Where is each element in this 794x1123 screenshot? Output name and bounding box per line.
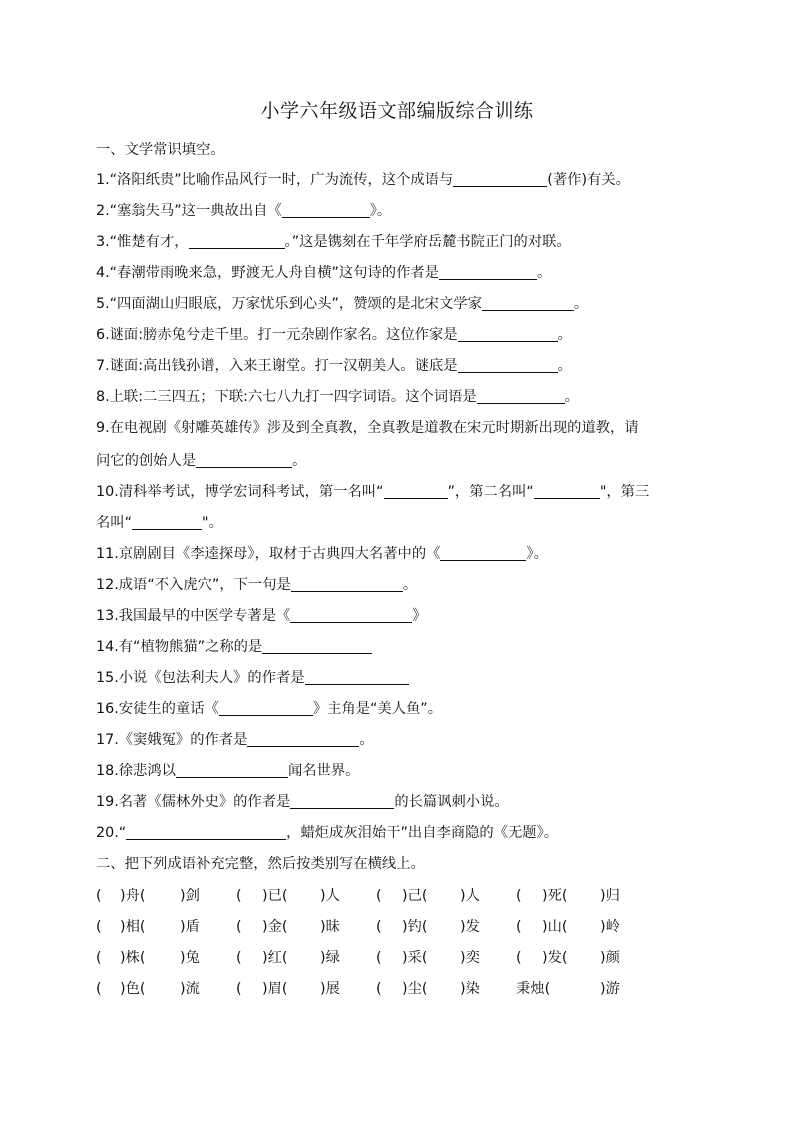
idiom-cell: )流: [180, 981, 200, 997]
idiom-cell: )眉(: [262, 981, 288, 997]
question-10: 10.清科举考试，博学宏词科考试，第一名叫“ ”，第二名叫“ "，第三: [96, 484, 650, 500]
answer-blank[interactable]: [458, 326, 558, 342]
question-8: 8.上联:二三四五；下联:六七八九打一四字词语。这个词语是 。: [96, 389, 579, 405]
answer-blank[interactable]: [440, 545, 526, 561]
idiom-cell: )盾: [180, 919, 200, 935]
idiom-cell: )舟(: [120, 888, 146, 904]
answer-blank[interactable]: [219, 700, 313, 716]
question-14: 14.有“植物熊猫”之称的是: [96, 637, 706, 657]
question-2: 2.“塞翁失马”这一典故出自《 》。: [96, 203, 392, 219]
idiom-cell: )山(: [542, 919, 568, 935]
idiom-cell: )己(: [402, 888, 428, 904]
idiom-cell: (: [236, 950, 242, 966]
idiom-cell: (: [236, 888, 242, 904]
idiom-cell: )相(: [120, 919, 146, 935]
idiom-cell: (: [96, 919, 102, 935]
question-6: 6.谜面:膀赤兔兮走千里。打一元杂剧作家名。这位作家是 。: [96, 327, 572, 343]
page-title: 小学六年级语文部编版综合训练: [260, 100, 534, 122]
question-11: 11.京剧剧目《李逵探母》，取材于古典四大名著中的《 》。: [96, 546, 548, 562]
idiom-cell: (: [96, 981, 102, 997]
idiom-cell: )株(: [120, 950, 146, 966]
question-18: 18.徐悲鸿以 闻名世界。: [96, 763, 360, 779]
question-1: 1.“洛阳纸贵”比喻作品风行一时，广为流传，这个成语与 (著作)有关。: [96, 172, 630, 188]
idiom-cell: )奕: [460, 950, 480, 966]
question-7: 7.谜面:高出钱孙谱，入来王谢堂。打一汉朝美人。谜底是 。: [96, 358, 572, 374]
answer-blank[interactable]: [458, 357, 558, 373]
idiom-cell: )采(: [402, 950, 428, 966]
idiom-cell: )归: [600, 888, 620, 904]
idiom-cell: (: [376, 981, 382, 997]
question-9: 9.在电视剧《射雕英雄传》涉及到全真教，全真教是道教在宋元时期新出现的道教，请: [96, 420, 639, 436]
question-17: 17.《窦娥冤》的作者是 。: [96, 732, 374, 748]
answer-blank[interactable]: [482, 295, 574, 311]
question-3: 3.“惟楚有才， 。”这是镌刻在千年学府岳麓书院正门的对联。: [96, 234, 571, 250]
question-5: 5.“四面湖山归眼底，万家忧乐到心头”，赞颂的是北宋文学家 。: [96, 296, 589, 312]
answer-blank[interactable]: [247, 731, 359, 747]
answer-blank[interactable]: [262, 638, 372, 654]
idiom-cell: (: [236, 981, 242, 997]
answer-blank[interactable]: [439, 264, 537, 280]
answer-blank[interactable]: [126, 824, 286, 840]
answer-blank[interactable]: [384, 483, 448, 499]
idiom-cell: )发(: [542, 950, 568, 966]
question-10-cont: 名叫“ "。: [96, 515, 223, 531]
idiom-cell: 秉烛(: [516, 981, 551, 997]
answer-blank[interactable]: [132, 514, 202, 530]
idiom-cell: (: [376, 950, 382, 966]
idiom-cell: (: [376, 888, 382, 904]
idiom-cell: )颜: [600, 950, 620, 966]
answer-blank[interactable]: [290, 793, 394, 809]
idiom-cell: )金(: [262, 919, 288, 935]
idiom-cell: )钓(: [402, 919, 428, 935]
answer-blank[interactable]: [477, 388, 565, 404]
section1-heading: 一、文学常识填空。: [96, 142, 225, 158]
idiom-cell: )染: [460, 981, 480, 997]
answer-blank[interactable]: [189, 233, 285, 249]
idiom-cell: (: [236, 919, 242, 935]
idiom-cell: )昧: [320, 919, 340, 935]
idiom-cell: )已(: [262, 888, 288, 904]
idiom-cell: )发: [460, 919, 480, 935]
idiom-cell: (: [376, 919, 382, 935]
question-20: 20.“ ，蜡炬成灰泪始干”出自李商隐的《无题》。: [96, 825, 559, 841]
idiom-cell: )人: [320, 888, 340, 904]
idiom-cell: )绿: [320, 950, 340, 966]
question-9-cont: 问它的创始人是 。: [96, 453, 307, 469]
question-19: 19.名著《儒林外史》的作者是 的长篇讽刺小说。: [96, 794, 509, 810]
answer-blank[interactable]: [196, 452, 292, 468]
answer-blank[interactable]: [291, 576, 403, 592]
question-4: 4.“春潮带雨晚来急，野渡无人舟自横”这句诗的作者是 。: [96, 265, 552, 281]
idiom-cell: )红(: [262, 950, 288, 966]
question-12: 12.成语“不入虎穴”，下一句是 。: [96, 577, 418, 593]
answer-blank[interactable]: [534, 483, 600, 499]
idiom-cell: )色(: [120, 981, 146, 997]
idiom-cell: (: [96, 888, 102, 904]
question-15: 15.小说《包法利夫人》的作者是: [96, 668, 706, 688]
answer-blank[interactable]: [282, 202, 370, 218]
answer-blank[interactable]: [305, 669, 409, 685]
question-16: 16.安徒生的童话《 》主角是“美人鱼”。: [96, 701, 443, 717]
idiom-cell: )游: [600, 981, 620, 997]
answer-blank[interactable]: [453, 171, 547, 187]
idiom-cell: )展: [320, 981, 340, 997]
answer-blank[interactable]: [290, 607, 412, 623]
idiom-cell: )岭: [600, 919, 620, 935]
idiom-cell: (: [516, 950, 522, 966]
idiom-cell: (: [516, 919, 522, 935]
idiom-cell: (: [96, 950, 102, 966]
idiom-cell: )人: [460, 888, 480, 904]
idiom-cell: )兔: [180, 950, 200, 966]
answer-blank[interactable]: [176, 762, 288, 778]
section2-heading: 二、把下列成语补充完整，然后按类别写在横线上。: [96, 856, 425, 872]
idiom-cell: )剑: [180, 888, 200, 904]
idiom-cell: (: [516, 888, 522, 904]
idiom-cell: )死(: [542, 888, 568, 904]
question-13: 13.我国最早的中医学专著是《 》: [96, 608, 427, 624]
idiom-cell: )尘(: [402, 981, 428, 997]
